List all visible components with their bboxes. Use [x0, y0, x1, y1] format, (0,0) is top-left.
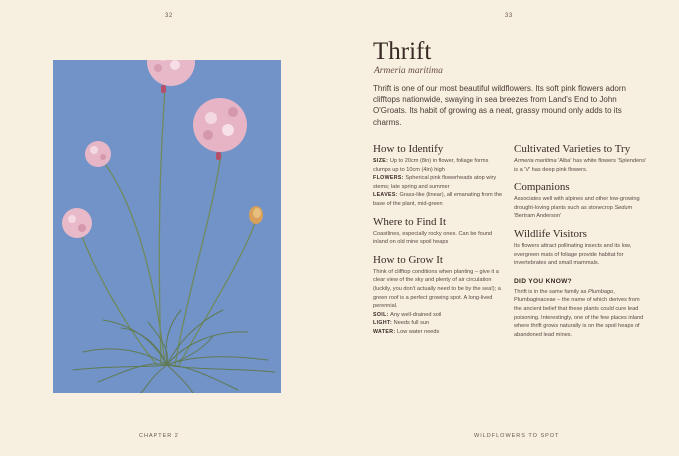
cultivated-section	[514, 143, 647, 174]
where-section	[373, 216, 506, 247]
plant-latin-name: Armeria maritima	[374, 66, 443, 76]
identify-heading: How to Identify	[373, 143, 444, 155]
flowers-label: FLOWERS:	[373, 175, 404, 182]
leaves-label: LEAVES:	[373, 192, 398, 199]
soil-text: Any well-drained soil	[388, 311, 442, 318]
right-column	[514, 143, 647, 339]
left-column	[373, 143, 506, 337]
identify-section	[373, 143, 506, 209]
grow-soil	[373, 311, 506, 320]
thrift-illustration	[53, 60, 281, 393]
plant-title: Thrift	[373, 38, 432, 65]
cultivated-latin: Armeria maritima	[514, 158, 557, 164]
companions-section	[514, 181, 647, 221]
companions-heading: Companions	[514, 181, 570, 194]
dyk-text-end: , Plumbaginaceae – the name of which derives from the ancient belief that these plants could cure lead poisoning. Interestingly, one of the few places inland where thrift grows naturally is on the spoil heaps of abandoned lead mines.	[514, 288, 644, 338]
light-text: Needs full sun	[392, 320, 430, 327]
identify-flowers	[373, 174, 506, 191]
plant-intro: Thrift is one of our most beautiful wildflowers. Its soft pink flowers adorn clifftops nationwide, swaying in sea breezes from Land's End to John O'Groats. Its habit of growing as a neat, grassy mound only adds to its charms.	[373, 84, 626, 127]
did-you-know-heading: DID YOU KNOW?	[514, 277, 572, 285]
companions-text-end: 'Bertram Anderson'	[514, 213, 562, 220]
flower-head-top	[147, 60, 195, 86]
grow-section	[373, 254, 506, 337]
leaves-text: Grass-like (linear), all emanating from the base of the plant, mid-green	[373, 192, 503, 207]
companions-genus: Sedum	[614, 204, 633, 211]
dyk-text-start: Thrift is in the same family as	[514, 288, 588, 295]
flower-head-left	[85, 141, 111, 167]
flower-head-right	[193, 98, 247, 152]
water-text: Low water needs	[395, 328, 440, 335]
footer-section-title: WILDFLOWERS TO SPOT	[474, 433, 560, 439]
wildlife-section	[514, 228, 647, 268]
water-label: WATER:	[373, 328, 396, 335]
flowers-text: Spherical pink flowerheads atop wiry stems; late spring and summer	[373, 175, 497, 190]
companions-text	[514, 195, 647, 221]
cultivated-text	[514, 157, 647, 174]
grow-text: Think of clifftop conditions when planting – give it a clear view of the sky and plenty of air circulation (luckily, you don't actually need to be by the sea!); a green roof is a perfect growing spot. A long-lived perennial.	[373, 268, 501, 310]
grow-water	[373, 328, 506, 337]
where-heading: Where to Find It	[373, 215, 447, 228]
grow-heading: How to Grow It	[373, 253, 443, 266]
did-you-know-section	[514, 278, 647, 340]
left-page-number: 32	[165, 13, 173, 19]
identify-size	[373, 157, 506, 174]
flower-bud	[249, 206, 263, 224]
cultivated-heading: Cultivated Varieties to Try	[514, 143, 631, 155]
grow-light	[373, 319, 506, 328]
size-text: Up to 20cm (8in) in flower, foliage forms clumps up to 10cm (4in) high	[373, 158, 489, 173]
companions-text-start: Associates well with alpines and other low-growing drought-loving plants such as stonecrop	[514, 196, 640, 211]
size-label: SIZE:	[373, 158, 389, 164]
where-text: Coastlines, especially rocky ones. Can be found inland on old mine spoil heaps	[373, 230, 493, 246]
right-page-number: 33	[505, 13, 513, 19]
soil-label: SOIL:	[373, 311, 389, 318]
dyk-plumbago: Plumbago	[587, 288, 614, 295]
wildlife-heading: Wildlife Visitors	[514, 227, 587, 240]
did-you-know-text	[514, 288, 647, 340]
flower-head-lower-left	[62, 208, 92, 238]
cultivated-varieties: 'Alba' has white flowers 'Splendens' is a 'V' has deep pink flowers.	[514, 158, 647, 173]
footer-chapter: CHAPTER 2	[139, 433, 179, 439]
light-label: LIGHT:	[373, 320, 393, 327]
wildlife-text: Its flowers attract pollinating insects and its low, evergreen mats of foliage provide habitat for invertebrates and small mammals.	[514, 242, 632, 267]
identify-leaves	[373, 191, 506, 208]
